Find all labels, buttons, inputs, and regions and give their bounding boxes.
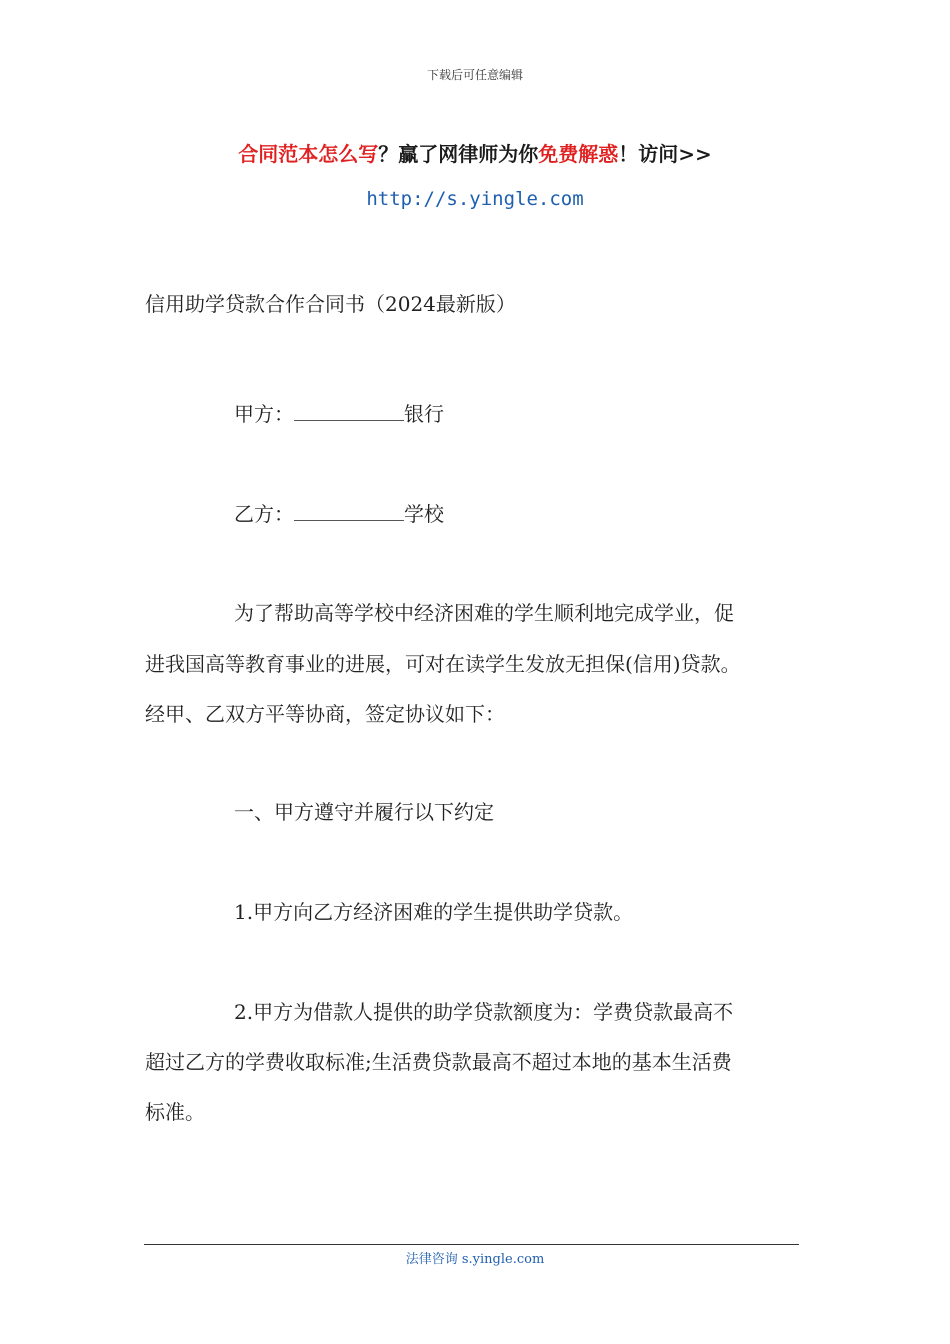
item-2-line-1: 2.甲方为借款人提供的助学贷款额度为：学费贷款最高不 bbox=[234, 1000, 734, 1024]
party-b-blank bbox=[294, 502, 404, 521]
section-1-heading: 一、甲方遵守并履行以下约定 bbox=[234, 800, 494, 824]
promo-link[interactable]: http://s.yingle.com bbox=[366, 188, 584, 210]
promo-banner[interactable] bbox=[0, 138, 950, 167]
item-2-line-3: 标准。 bbox=[145, 1100, 205, 1124]
intro-line-2: 进我国高等教育事业的进展，可对在读学生发放无担保(信用)贷款。 bbox=[145, 652, 741, 676]
document-title: 信用助学贷款合作合同书（2024最新版） bbox=[145, 292, 516, 316]
promo-text-part1: 合同范本怎么写 bbox=[238, 142, 379, 166]
party-a-blank bbox=[294, 402, 404, 421]
party-b-suffix: 学校 bbox=[404, 502, 444, 526]
item-1: 1.甲方向乙方经济困难的学生提供助学贷款。 bbox=[234, 900, 634, 924]
intro-line-1: 为了帮助高等学校中经济困难的学生顺利地完成学业，促 bbox=[234, 601, 734, 625]
party-b-label: 乙方： bbox=[234, 502, 294, 526]
intro-line-3: 经甲、乙双方平等协商，签定协议如下： bbox=[145, 702, 505, 726]
header-note: 下载后可任意编辑 bbox=[426, 68, 523, 82]
footer-link[interactable]: 法律咨询 s.yingle.com bbox=[405, 1252, 545, 1267]
promo-text-part3: 免费解惑 bbox=[538, 142, 619, 166]
footer-divider bbox=[144, 1244, 799, 1245]
party-a-suffix: 银行 bbox=[404, 402, 444, 426]
party-b-line bbox=[234, 498, 444, 527]
party-a-line bbox=[234, 398, 444, 427]
promo-text-part2: ？赢了网律师为你 bbox=[378, 142, 539, 166]
party-a-label: 甲方： bbox=[234, 402, 294, 426]
item-2-line-2: 超过乙方的学费收取标准;生活费贷款最高不超过本地的基本生活费 bbox=[145, 1050, 732, 1074]
promo-text-part4: ！访问>> bbox=[618, 142, 712, 166]
